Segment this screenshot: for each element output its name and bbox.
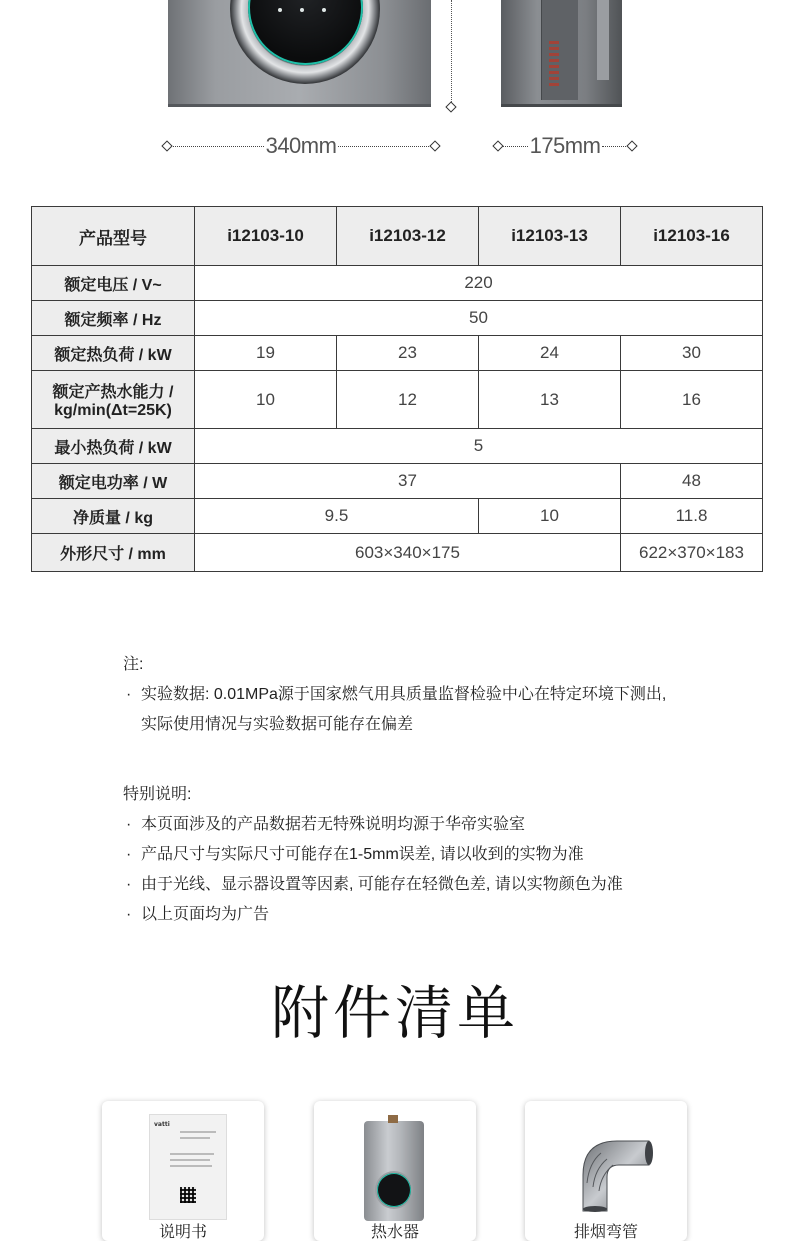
- model-header: 产品型号: [32, 207, 195, 266]
- table-row: [32, 499, 763, 534]
- note-item: · 实验数据: 0.01MPa源于国家燃气用具质量监督检验中心在特定环境下测出,: [123, 680, 743, 710]
- model-name: i12103-10: [195, 207, 337, 266]
- accessory-name: 热水器: [370, 1222, 419, 1241]
- row-label: 额定热负荷 / kW: [32, 336, 195, 371]
- accessory-name: 排烟弯管: [573, 1222, 638, 1241]
- cell-value: 16: [621, 371, 763, 429]
- cell-value: 19: [195, 336, 337, 371]
- row-label-line: 额定产热水能力 /: [52, 384, 174, 401]
- depth-dimension: [494, 132, 636, 160]
- row-label: 额定电压 / V~: [32, 266, 195, 301]
- height-dimension-cap: [445, 101, 456, 112]
- model-name: i12103-16: [621, 207, 763, 266]
- special-item: · 以上页面均为广告: [123, 900, 743, 930]
- table-row: [32, 336, 763, 371]
- note-item-continued: 实际使用情况与实验数据可能存在偏差: [141, 716, 414, 733]
- accessory-name: 说明书: [158, 1222, 207, 1241]
- table-row: [32, 534, 763, 572]
- width-dimension: [163, 132, 439, 160]
- row-label: 最小热负荷 / kW: [32, 429, 195, 464]
- elbow-pipe-icon: [565, 1123, 655, 1213]
- accessory-card-manual: [102, 1101, 264, 1241]
- row-label: 净质量 / kg: [32, 499, 195, 534]
- cell-value: 23: [337, 336, 479, 371]
- cell-value: 12: [337, 371, 479, 429]
- cell-value: 10: [195, 371, 337, 429]
- table-header-row: [32, 207, 763, 266]
- row-label-line: kg/min(Δt=25K): [54, 402, 172, 419]
- table-row: [32, 371, 763, 429]
- special-heading: 特别说明:: [123, 786, 192, 803]
- cell-value: 50: [195, 301, 763, 336]
- table-row: [32, 301, 763, 336]
- model-name: i12103-13: [479, 207, 621, 266]
- cell-value: 13: [479, 371, 621, 429]
- accessories-title: 附件清单: [270, 979, 519, 1047]
- cell-value: 5: [195, 429, 763, 464]
- row-label: 额定频率 / Hz: [32, 301, 195, 336]
- special-item: · 产品尺寸与实际尺寸可能存在1-5mm误差, 请以收到的实物为准: [123, 840, 743, 870]
- accessory-card-elbow: [525, 1101, 687, 1241]
- special-item: · 由于光线、显示器设置等因素, 可能存在轻微色差, 请以实物颜色为准: [123, 870, 743, 900]
- spec-table: [31, 206, 763, 572]
- cell-value: 603×340×175: [195, 534, 621, 572]
- cell-value: 9.5: [195, 499, 479, 534]
- accessory-card-heater: [314, 1101, 476, 1241]
- model-name: i12103-12: [337, 207, 479, 266]
- row-label: 外形尺寸 / mm: [32, 534, 195, 572]
- table-row: [32, 266, 763, 301]
- height-dimension-line: [451, 0, 452, 106]
- depth-dimension-label: 175mm: [529, 133, 601, 158]
- cell-value: 48: [621, 464, 763, 499]
- notes-section: [123, 650, 743, 930]
- cell-value: 37: [195, 464, 621, 499]
- table-row: [32, 464, 763, 499]
- cell-value: 10: [479, 499, 621, 534]
- manual-brand: vatti: [154, 1121, 170, 1128]
- cell-value: 220: [195, 266, 763, 301]
- heater-front-view: [168, 0, 431, 107]
- notes-heading: 注:: [123, 656, 144, 673]
- cell-value: 11.8: [621, 499, 763, 534]
- cell-value: 24: [479, 336, 621, 371]
- width-dimension-label: 340mm: [265, 133, 337, 158]
- heater-icon: [364, 1121, 424, 1221]
- table-row: [32, 429, 763, 464]
- heater-side-view: [501, 0, 622, 107]
- manual-icon: [149, 1114, 227, 1220]
- special-item: · 本页面涉及的产品数据若无特殊说明均源于华帝实验室: [123, 810, 743, 840]
- row-label: 额定电功率 / W: [32, 464, 195, 499]
- cell-value: 622×370×183: [621, 534, 763, 572]
- row-label: [32, 371, 195, 429]
- cell-value: 30: [621, 336, 763, 371]
